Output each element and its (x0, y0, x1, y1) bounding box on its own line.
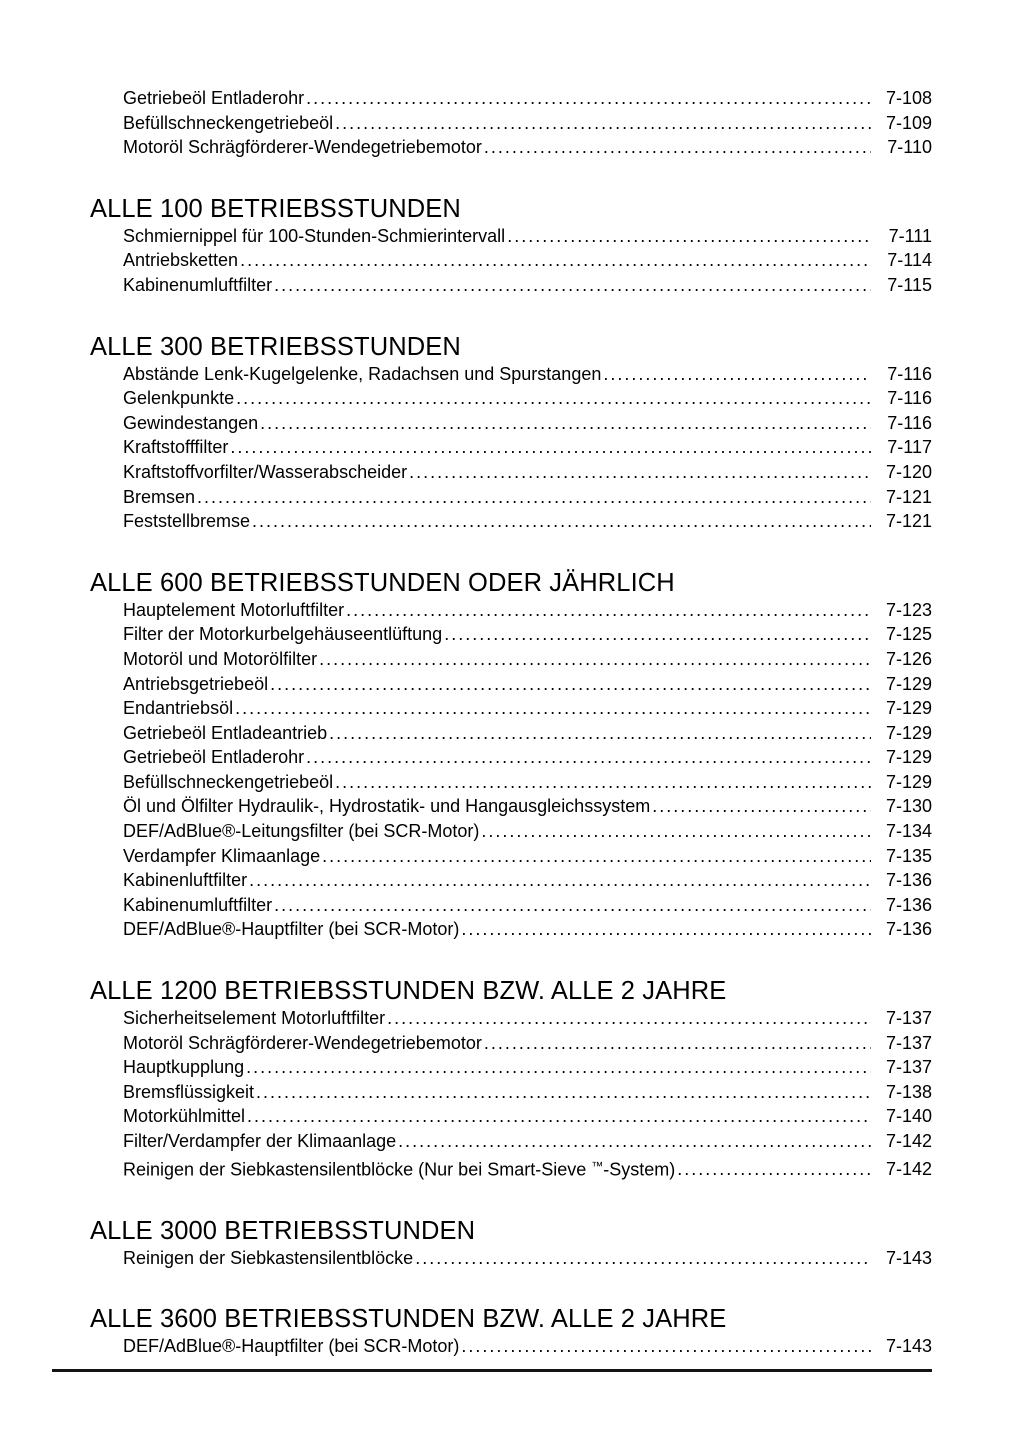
toc-entry-page-number: 7-121 (885, 486, 932, 507)
toc-entry-group (90, 1246, 932, 1271)
toc-entry-page-number: 7-121 (885, 511, 932, 532)
toc-entry-title: Abstände Lenk-Kugelgelenke, Radachsen und Spurstangen (123, 363, 602, 384)
table-of-contents (90, 86, 932, 1359)
toc-entry[interactable] (90, 435, 932, 460)
toc-leader-dots (461, 1334, 871, 1359)
toc-entry[interactable] (90, 111, 932, 136)
toc-entry-page-number: 7-126 (885, 648, 932, 669)
toc-leader-dots (236, 386, 871, 411)
toc-entry-page-number: 7-129 (885, 771, 932, 792)
toc-entry-title: Motoröl Schrägförderer-Wendegetriebemotor (123, 137, 482, 158)
toc-entry-page-number: 7-137 (885, 1008, 932, 1029)
toc-leader-dots (256, 1080, 871, 1105)
toc-leader-dots (387, 1006, 871, 1031)
toc-entry-title: Verdampfer Klimaanlage (123, 845, 321, 866)
toc-leader-dots (507, 224, 871, 249)
section-spacer (90, 298, 932, 332)
toc-section-heading: ALLE 3000 BETRIEBSSTUNDEN (90, 1216, 476, 1245)
toc-section (90, 194, 932, 298)
toc-entry-title: Reinigen der Siebkastensilentblöcke (Nur bei Smart-Sieve ™-System) (123, 1158, 676, 1179)
toc-entry-page-number: 7-116 (887, 412, 932, 433)
toc-entry-page-number: 7-136 (885, 870, 932, 891)
toc-entry[interactable] (90, 224, 932, 249)
toc-leader-dots (270, 672, 871, 697)
toc-entry-page-number: 7-120 (885, 461, 932, 482)
toc-entry-title: Kabinenumluftfilter (123, 894, 273, 915)
toc-entry[interactable] (90, 1334, 932, 1359)
toc-entry-page-number: 7-108 (885, 88, 932, 108)
toc-entry-page-number: 7-136 (885, 919, 932, 940)
toc-leader-dots (247, 1104, 871, 1129)
toc-entry[interactable] (90, 770, 932, 795)
toc-entry-title: Öl und Ölfilter Hydraulik-, Hydrostatik- und Hangausgleichssystem (123, 796, 651, 817)
toc-entry[interactable] (90, 819, 932, 844)
toc-leader-dots (677, 1157, 871, 1182)
toc-leader-dots (652, 794, 871, 819)
toc-entry-page-number: 7-129 (885, 673, 932, 694)
toc-entry-title: Kabinenluftfilter (123, 870, 248, 891)
toc-entry-title: Sicherheitselement Motorluftfilter (123, 1008, 386, 1029)
toc-entry[interactable] (90, 485, 932, 510)
toc-section-heading: ALLE 1200 BETRIEBSSTUNDEN BZW. ALLE 2 JAHRE (90, 977, 727, 1006)
toc-leader-dots (603, 362, 871, 387)
toc-entry-page-number: 7-143 (885, 1336, 932, 1357)
toc-leader-dots (252, 509, 871, 534)
toc-entry-page-number: 7-117 (887, 437, 932, 458)
toc-leader-dots (461, 917, 871, 942)
toc-entry[interactable] (90, 647, 932, 672)
toc-section-heading: ALLE 3600 BETRIEBSSTUNDEN BZW. ALLE 2 JAHRE (90, 1305, 727, 1334)
toc-entry[interactable] (90, 411, 932, 436)
toc-leader-dots (274, 893, 871, 918)
toc-entry-group (90, 224, 932, 298)
toc-leader-dots (306, 745, 871, 770)
trademark-symbol: ™ (591, 1158, 604, 1173)
toc-entry-title: DEF/AdBlue®-Hauptfilter (bei SCR-Motor) (123, 919, 460, 940)
toc-entry-title: Feststellbremse (123, 511, 251, 532)
toc-leader-dots (481, 819, 871, 844)
toc-entry-title: Schmiernippel für 100-Stunden-Schmierintervall (123, 225, 506, 246)
toc-entry-group (90, 1334, 932, 1359)
toc-entry[interactable] (90, 794, 932, 819)
toc-entry[interactable] (90, 460, 932, 485)
toc-entry-title: Befüllschneckengetriebeöl (123, 112, 334, 133)
toc-entry-page-number: 7-110 (887, 137, 932, 158)
toc-entry-page-number: 7-134 (885, 821, 932, 842)
toc-entry[interactable] (90, 844, 932, 869)
toc-entry-page-number: 7-123 (885, 599, 932, 620)
toc-leader-dots (246, 1055, 871, 1080)
toc-entry-title: Motoröl und Motorölfilter (123, 648, 318, 669)
toc-leader-dots (398, 1129, 871, 1154)
toc-entry-title: Filter der Motorkurbelgehäuseentlüftung (123, 624, 443, 645)
toc-entry[interactable] (90, 696, 932, 721)
toc-leader-dots (240, 248, 871, 273)
toc-entry[interactable] (90, 362, 932, 387)
toc-entry[interactable] (90, 672, 932, 697)
toc-leader-dots (335, 770, 871, 795)
section-spacer (90, 942, 932, 976)
toc-leader-dots (230, 435, 871, 460)
toc-leader-dots (484, 1031, 871, 1056)
toc-entry-page-number: 7-136 (885, 894, 932, 915)
toc-entry-title: Motorkühlmittel (123, 1106, 246, 1127)
toc-entry-page-number: 7-109 (885, 112, 932, 133)
toc-entry[interactable] (90, 135, 932, 160)
toc-entry[interactable] (90, 745, 932, 770)
toc-entry-title: Bremsflüssigkeit (123, 1081, 255, 1102)
toc-entry[interactable] (90, 893, 932, 918)
toc-entry-title: Bremsen (123, 486, 196, 507)
toc-entry-page-number: 7-142 (885, 1158, 932, 1179)
toc-entry-title: Hauptkupplung (123, 1057, 245, 1078)
toc-leader-dots (444, 622, 871, 647)
toc-leader-dots (484, 135, 871, 160)
toc-entry-page-number: 7-129 (885, 698, 932, 719)
toc-entry-title: DEF/AdBlue®-Hauptfilter (bei SCR-Motor) (123, 1336, 460, 1357)
toc-entry-page-number: 7-125 (885, 624, 932, 645)
section-spacer (90, 534, 932, 568)
toc-section (90, 976, 932, 1182)
toc-entry[interactable] (90, 509, 932, 534)
toc-entry-page-number: 7-138 (885, 1081, 932, 1102)
toc-entry-title: Gelenkpunkte (123, 388, 235, 409)
toc-entry[interactable] (90, 273, 932, 298)
toc-leader-dots (319, 647, 871, 672)
toc-entry-title: Motoröl Schrägförderer-Wendegetriebemotor (123, 1032, 482, 1053)
toc-entry-title: Getriebeöl Entladerohr (123, 88, 305, 108)
toc-entry-page-number: 7-115 (887, 274, 932, 295)
toc-section (90, 1216, 932, 1271)
section-spacer (90, 1182, 932, 1216)
toc-sections (90, 160, 932, 1359)
toc-entry-title: Antriebsgetriebeöl (123, 673, 269, 694)
toc-entry-group (90, 362, 932, 534)
toc-entry-title: Antriebsketten (123, 250, 239, 271)
toc-entry[interactable] (90, 721, 932, 746)
toc-leader-dots (197, 485, 871, 510)
toc-entry-page-number: 7-140 (885, 1106, 932, 1127)
toc-leader-dots (260, 411, 871, 436)
toc-entry-page-number: 7-114 (887, 250, 932, 271)
footer-rule (52, 1369, 932, 1372)
toc-leader-dots (335, 111, 871, 136)
toc-entry-page-number: 7-137 (885, 1057, 932, 1078)
toc-entry-title: Hauptelement Motorluftfilter (123, 599, 345, 620)
toc-entry-page-number: 7-130 (885, 796, 932, 817)
toc-leader-dots (274, 273, 871, 298)
toc-entry-title: Gewindestangen (123, 412, 259, 433)
toc-entry[interactable] (90, 1104, 932, 1129)
toc-entry-title: Filter/Verdampfer der Klimaanlage (123, 1131, 397, 1151)
toc-leader-dots (329, 721, 871, 746)
toc-leader-dots (322, 844, 871, 869)
toc-section-heading: ALLE 600 BETRIEBSSTUNDEN ODER JÄHRLICH (90, 568, 675, 597)
toc-entry-page-number: 7-137 (885, 1032, 932, 1053)
toc-entry-title: DEF/AdBlue®-Leitungsfilter (bei SCR-Motor) (123, 821, 480, 842)
toc-entry[interactable] (90, 622, 932, 647)
toc-section (90, 1304, 932, 1359)
toc-leader-dots (235, 696, 871, 721)
toc-leader-dots (415, 1246, 871, 1271)
toc-section (90, 332, 932, 534)
toc-section (90, 568, 932, 942)
toc-entry-group-continuation (90, 86, 932, 160)
toc-entry[interactable] (90, 1055, 932, 1080)
toc-entry-title: Kraftstoffvorfilter/Wasserabscheider (123, 461, 408, 482)
toc-entry[interactable] (90, 1006, 932, 1031)
toc-entry[interactable] (90, 1031, 932, 1056)
toc-entry-title: Kraftstofffilter (123, 437, 229, 458)
toc-entry-page-number: 7-111 (888, 225, 932, 246)
toc-entry-title: Kabinenumluftfilter (123, 274, 273, 295)
toc-entry-title: Endantriebsöl (123, 698, 234, 719)
toc-entry[interactable] (90, 386, 932, 411)
toc-entry-page-number: 7-129 (885, 747, 932, 768)
toc-leader-dots (346, 598, 871, 623)
toc-entry-title: Reinigen der Siebkastensilentblöcke (123, 1247, 414, 1268)
toc-section-heading: ALLE 100 BETRIEBSSTUNDEN (90, 194, 461, 223)
toc-entry-page-number: 7-135 (885, 845, 932, 866)
toc-leader-dots (409, 460, 871, 485)
toc-entry-page-number: 7-143 (885, 1247, 932, 1268)
toc-entry-page-number: 7-116 (887, 363, 932, 384)
toc-entry[interactable] (90, 1129, 932, 1154)
toc-entry[interactable] (90, 248, 932, 273)
toc-entry-group (90, 1006, 932, 1182)
toc-entry-title: Getriebeöl Entladeantrieb (123, 722, 328, 743)
toc-entry[interactable] (90, 598, 932, 623)
section-spacer (90, 1270, 932, 1304)
toc-entry[interactable] (90, 868, 932, 893)
toc-entry[interactable] (90, 1080, 932, 1105)
toc-leader-dots (306, 86, 871, 111)
toc-entry-page-number: 7-116 (887, 388, 932, 409)
toc-entry-page-number: 7-129 (885, 722, 932, 743)
toc-entry-title: Getriebeöl Entladerohr (123, 747, 305, 768)
toc-entry-page-number: 7-142 (885, 1131, 932, 1151)
toc-entry[interactable] (90, 917, 932, 942)
toc-entry[interactable] (90, 1154, 932, 1182)
toc-entry-title: Befüllschneckengetriebeöl (123, 771, 334, 792)
section-spacer (90, 160, 932, 194)
toc-section-heading: ALLE 300 BETRIEBSSTUNDEN (90, 332, 461, 361)
toc-leader-dots (249, 868, 871, 893)
toc-entry-group (90, 598, 932, 942)
toc-entry[interactable] (90, 86, 932, 111)
toc-entry[interactable] (90, 1246, 932, 1271)
